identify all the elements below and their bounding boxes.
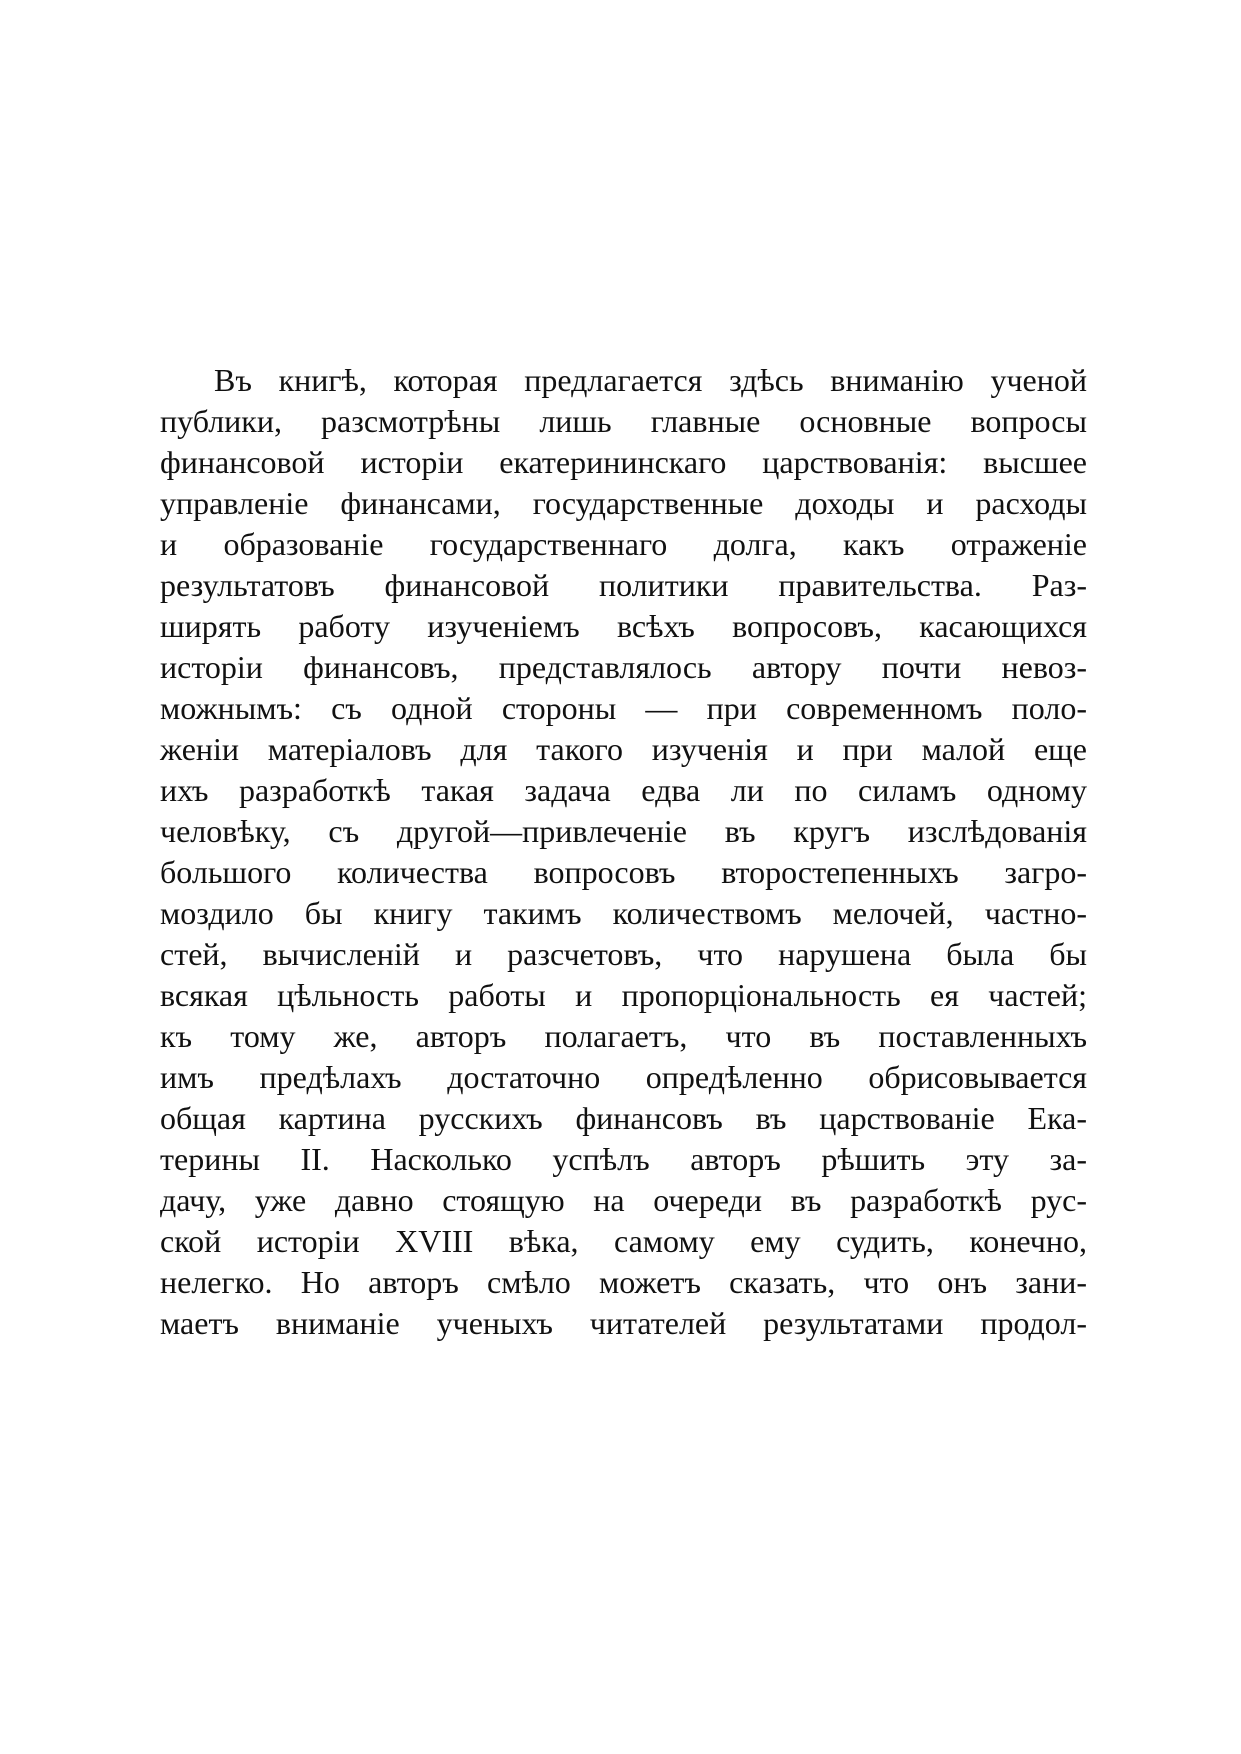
text-line: финансовой исторіи екатерининскаго царствованія: высшее (160, 444, 1087, 480)
text-line: общая картина русскихъ финансовъ въ царствованіе Ека- (160, 1100, 1087, 1136)
text-line: ихъ разработкѣ такая задача едва ли по силамъ одному (160, 772, 1087, 808)
text-line: результатовъ финансовой политики правительства. Раз- (160, 567, 1087, 603)
text-line: человѣку, съ другой—привлеченіе въ кругъ изслѣдованія (160, 813, 1087, 849)
text-line: большого количества вопросовъ второстепенныхъ загро- (160, 854, 1087, 890)
text-line: исторіи финансовъ, представлялось автору почти невоз- (160, 649, 1087, 685)
text-line: моздило бы книгу такимъ количествомъ мелочей, частно- (160, 895, 1087, 931)
text-line: къ тому же, авторъ полагаетъ, что въ поставленныхъ (160, 1018, 1087, 1054)
text-line: ской исторіи XVIII вѣка, самому ему судить, конечно, (160, 1223, 1087, 1259)
text-line: управленіе финансами, государственные доходы и расходы (160, 485, 1087, 521)
text-line: имъ предѣлахъ достаточно опредѣленно обрисовывается (160, 1059, 1087, 1095)
text-line: терины II. Насколько успѣлъ авторъ рѣшить эту за- (160, 1141, 1087, 1177)
text-line: всякая цѣльность работы и пропорціональность ея частей; (160, 977, 1087, 1013)
text-line: женіи матеріаловъ для такого изученія и при малой еще (160, 731, 1087, 767)
text-line: и образованіе государственнаго долга, какъ отраженіе (160, 526, 1087, 562)
body-paragraph (160, 360, 1087, 1344)
text-line: Въ книгѣ, которая предлагается здѣсь вниманію ученой (214, 362, 1087, 398)
text-line: ширять работу изученіемъ всѣхъ вопросовъ, касающихся (160, 608, 1087, 644)
text-line: стей, вычисленій и разсчетовъ, что нарушена была бы (160, 936, 1087, 972)
text-line: маетъ вниманіе ученыхъ читателей результатами продол- (160, 1305, 1087, 1341)
text-line: дачу, уже давно стоящую на очереди въ разработкѣ рус- (160, 1182, 1087, 1218)
text-line: можнымъ: съ одной стороны — при современномъ поло- (160, 690, 1087, 726)
text-line: нелегко. Но авторъ смѣло можетъ сказать, что онъ зани- (160, 1264, 1087, 1300)
text-line: публики, разсмотрѣны лишь главные основные вопросы (160, 403, 1087, 439)
